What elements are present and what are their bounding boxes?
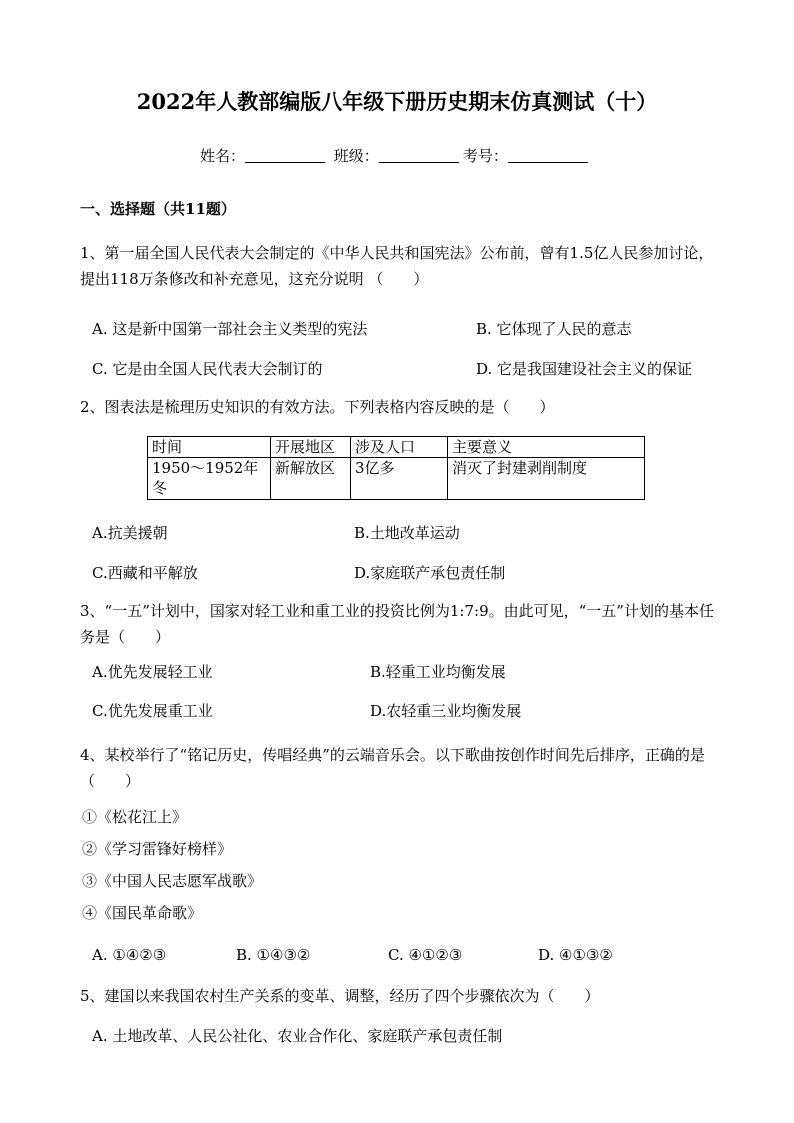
table-header-row [148,437,645,458]
name-label: 姓名： [200,147,246,165]
table-cell: 新解放区 [271,458,351,500]
question-2-option-d: D.家庭联产承包责任制 [354,564,506,582]
question-3-stem: 3、“一五”计划中，国家对轻工业和重工业的投资比例为1:7:9。由此可见，“一五”计划的基本任务是（ ） [80,602,714,646]
question-2-option-c: C.西藏和平解放 [92,564,198,582]
question-4-option-a: A. ①④②③ [92,946,167,964]
question-2-option-b: B.土地改革运动 [354,524,460,542]
table-row [148,458,645,500]
question-1-option-b: B. 它体现了人民的意志 [476,320,632,338]
table-header-cell: 时间 [148,437,271,458]
table-cell: 消灭了封建剥削制度 [448,458,645,500]
question-3-option-b: B.轻重工业均衡发展 [370,663,506,681]
table-header-cell: 涉及人口 [351,437,448,458]
question-2-option-a: A.抗美援朝 [92,524,168,542]
question-3-option-d: D.农轻重三业均衡发展 [370,702,522,720]
question-4-item-3: ③《中国人民志愿军战歌》 [82,872,263,890]
question-4-option-b: B. ①④③② [236,946,311,964]
exam-number-label: 考号： [462,147,508,165]
question-1-option-c: C. 它是由全国人民代表大会制订的 [92,360,323,378]
question-4-item-1: ①《松花江上》 [82,808,188,826]
name-blank [245,148,325,163]
question-1-stem: 1、第一届全国人民代表大会制定的《中华人民共和国宪法》公布前，曾有1.5亿人民参加讨论，提出118万条修改和补充意见，这充分说明 （ ） [80,244,714,288]
question-4-item-2: ②《学习雷锋好榜样》 [82,840,233,858]
question-1-option-d: D. 它是我国建设社会主义的保证 [476,360,693,378]
question-4-stem: 4、某校举行了“铭记历史，传唱经典”的云端音乐会。以下歌曲按创作时间先后排序，正确的是（ ） [80,746,705,790]
question-5-option-a: A. 土地改革、人民公社化、农业合作化、家庭联产承包责任制 [92,1027,503,1045]
table-cell: 1950～1952年冬 [148,458,271,500]
exam-number-blank [508,148,588,163]
question-2-table [147,436,645,500]
question-3-option-c: C.优先发展重工业 [92,702,213,720]
question-2-stem: 2、图表法是梳理历史知识的有效方法。下列表格内容反映的是（ ） [80,398,555,416]
class-label: 班级： [333,147,379,165]
class-blank [379,148,459,163]
question-1-option-a: A. 这是新中国第一部社会主义类型的宪法 [92,320,368,338]
table-header-cell: 主要意义 [448,437,645,458]
question-4-option-c: C. ④①②③ [388,946,463,964]
section-heading: 一、选择题（共11题） [80,200,236,218]
question-4-item-4: ④《国民革命歌》 [82,904,203,922]
question-5-stem: 5、建国以来我国农村生产关系的变革、调整，经历了四个步骤依次为（ ） [80,987,600,1005]
question-3-option-a: A.优先发展轻工业 [92,663,213,681]
student-info-line [200,145,592,166]
table-cell: 3亿多 [351,458,448,500]
question-4-option-d: D. ④①③② [538,946,613,964]
table-header-cell: 开展地区 [271,437,351,458]
page-title: 2022年人教部编版八年级下册历史期末仿真测试（十） [136,89,658,114]
